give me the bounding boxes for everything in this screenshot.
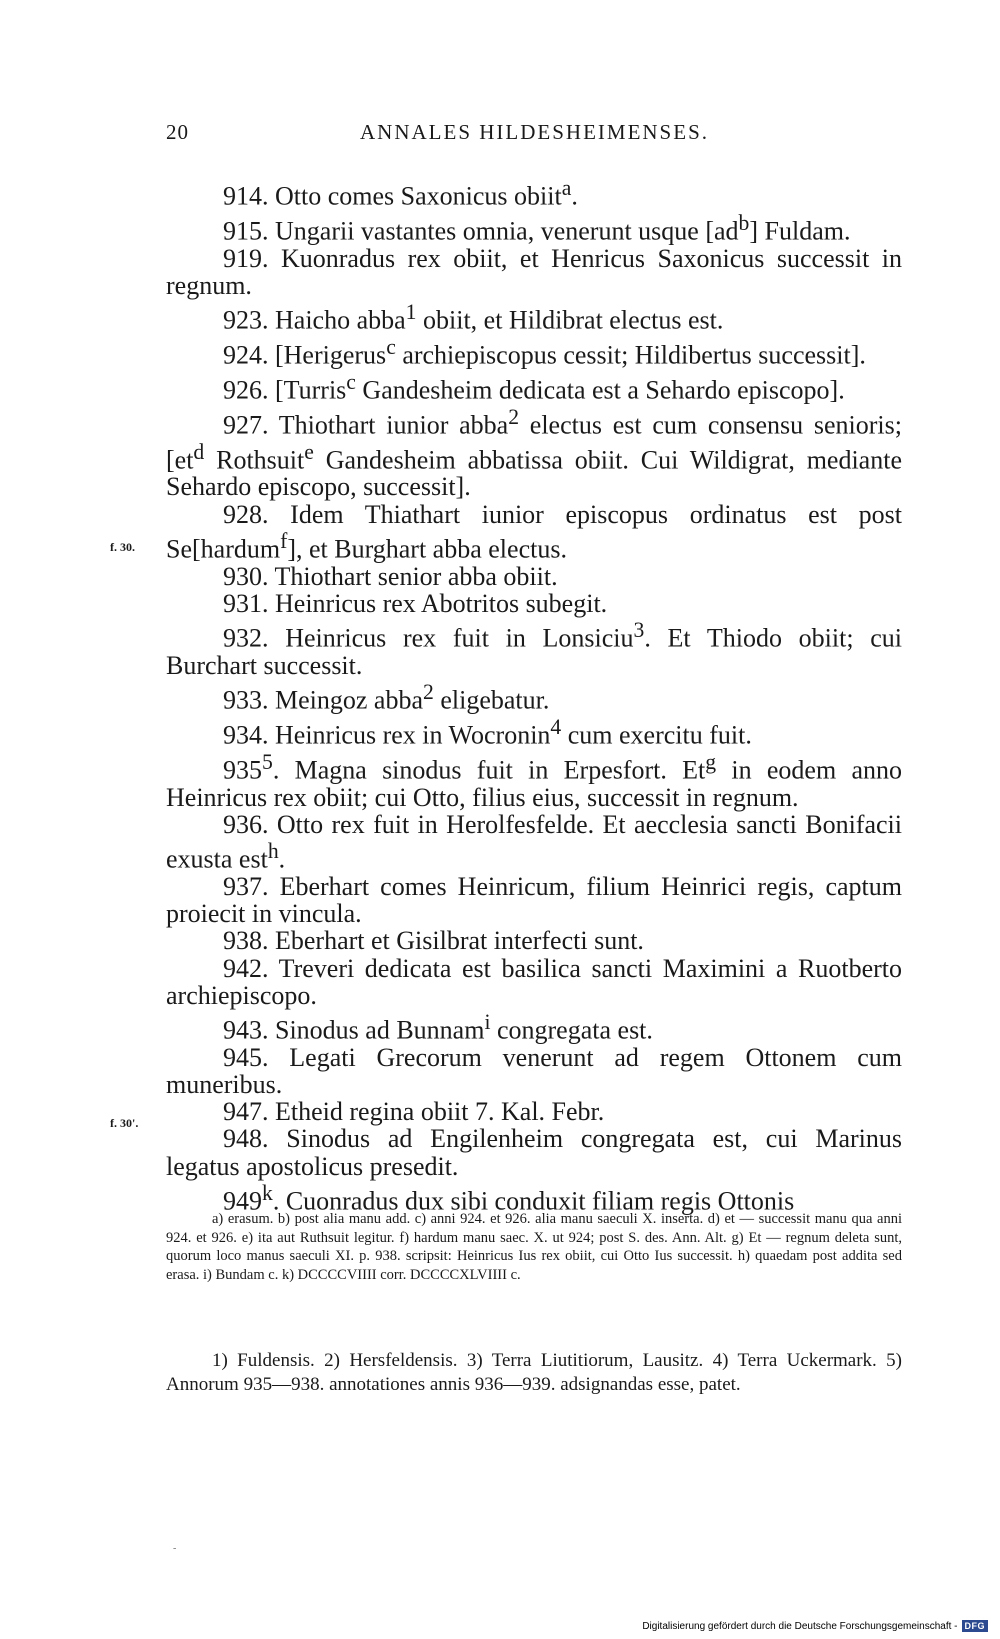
annal-entries xyxy=(166,175,902,1215)
footnote-block: a) erasum. b) post alia manu add. c) anni 924. et 926. alia manu saeculi X. inserta. d) et — successit manu qua anni 924. et 926. e) ita aut Ruthsuit legitur. f) hardum manu saec. X. ut 924; post S. des. Ann. Alt. g) Et — regnum deleta sunt, quorum loco manus saeculi XI. p. 938. scripsit: Heinricus Ius rex obiit, cui Otto Ius successit. h) quaedam post addita sed erasa. i) Bundam c. k) DCCCCVIIII corr. DCCCCXLVIIII c. xyxy=(166,1211,902,1283)
entry-930: 930. Thiothart senior abba obiit. xyxy=(223,561,558,591)
margin-note-f30: f. 30. xyxy=(110,540,135,554)
entry-924: 924. [Herigerus$^c$ archiepiscopus cessit; Hildibertus successit]. xyxy=(223,334,866,370)
entry-914: 914. Otto comes Saxonicus obiit$^a$. xyxy=(223,176,578,211)
entry-935: $935^5$. Magna sinodus fuit in Erpesfort. Et$^g$ in eodem anno Heinricus rex obiit; cui Otto, filius eius, successit in regnum. xyxy=(166,749,902,812)
entry-948: 948. Sinodus ad Engilenheim congregata est, cui Marinus legatus apostolicus presedit. xyxy=(166,1124,902,1181)
credit-text: Digitalisierung gefördert durch die Deutsche Forschungsgemeinschaft - xyxy=(642,1620,958,1632)
entry-928: 928. Idem Thiathart iunior episcopus ordinatus est post Se[hardum$^f$], et Burghart abba electus. xyxy=(166,499,902,564)
entry-943: 943. Sinodus ad Bunnam$^i$ congregata est. xyxy=(223,1010,653,1045)
margin-note-f30v: f. 30'. xyxy=(110,1116,139,1130)
running-title: ANNALES HILDESHEIMENSES. xyxy=(360,120,709,144)
entry-933: 933. Meingoz abba$^2$ eligebatur. xyxy=(223,680,550,715)
stray-mark: - xyxy=(173,1543,177,1554)
page-number: 20 xyxy=(166,120,189,144)
annotation-block: 1) Fuldensis. 2) Hersfeldensis. 3) Terra Liutitiorum, Lausitz. 4) Terra Uckermark. 5) Annorum 935—938. annotationes annis 936—939. adsignandas esse, patet. xyxy=(166,1350,902,1395)
entry-932: 932. Heinricus rex fuit in Lonsiciu$^3$. Et Thiodo obiit; cui Burchart successit. xyxy=(166,618,902,680)
entry-936: 936. Otto rex fuit in Herolfesfelde. Et aecclesia sancti Bonifacii exusta est$^h$. xyxy=(166,809,902,874)
textual-footnotes xyxy=(166,1210,902,1284)
entry-942: 942. Treveri dedicata est basilica sancti Maximini a Ruotberto archiepiscopo. xyxy=(166,953,902,1010)
entry-937: 937. Eberhart comes Heinricum, filium Heinrici regis, captum proiecit in vincula. xyxy=(166,872,903,929)
entry-938: 938. Eberhart et Gisilbrat interfecti sunt. xyxy=(223,926,644,956)
entry-919: 919. Kuonradus rex obiit, et Henricus Saxonicus successit in regnum. xyxy=(166,243,903,300)
entry-931: 931. Heinricus rex Abotritos subegit. xyxy=(223,588,608,618)
entry-926: 926. [Turris$^c$ Gandesheim dedicata est a Sehardo episcopo]. xyxy=(223,369,845,405)
entry-915: 915. Ungarii vastantes omnia, venerunt usque $[ad^b]$ Fuldam. xyxy=(223,210,851,246)
annotation-notes xyxy=(166,1349,902,1397)
entry-923: 923. Haicho abba$^1$ obiit, et Hildibrat electus est. xyxy=(223,300,724,335)
dfg-logo: DFG xyxy=(962,1620,989,1632)
entry-927: 927. Thiothart iunior abba$^2$ electus est cum consensu senioris; [$et^d$ Rothsuit$^e$ Gandesheim abbatissa obiit. Cui Wildigrat, mediante Sehardo episcopo, successit]. xyxy=(166,404,902,502)
digitization-credit xyxy=(642,1620,988,1632)
entry-947: 947. Etheid regina obiit 7. Kal. Febr. xyxy=(223,1097,605,1127)
entry-949: 949$^k$. Cuonradus dux sibi conduxit filiam regis Ottonis xyxy=(223,1180,795,1216)
entry-945: 945. Legati Grecorum venerunt ad regem Ottonem cum muneribus. xyxy=(166,1042,902,1100)
entry-934: 934. Heinricus rex in Wocronin$^4$ cum exercitu fuit. xyxy=(223,715,752,750)
